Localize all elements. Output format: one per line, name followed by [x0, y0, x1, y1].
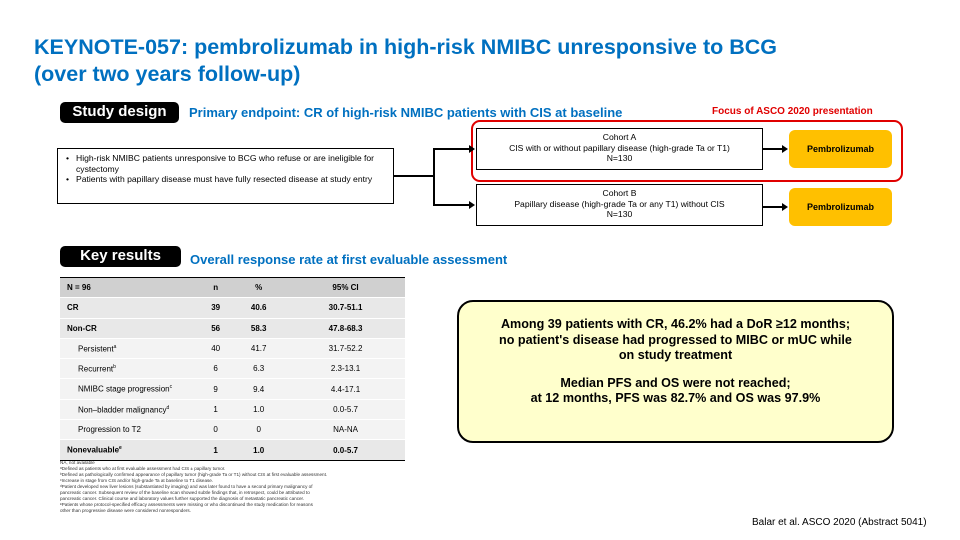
- footnote: pancreatic cancer. Clinical course and laboratory values further supported the diagnosis of metastatic pancreatic cancer.: [60, 496, 305, 501]
- cohort-b-box: [476, 184, 763, 226]
- footnote: ᵈPatient developed new liver lesions (substantiated by imaging) and was later found to have a second primary malignancy of: [60, 484, 313, 489]
- table-cell: NMIBC stage progression$^c$: [60, 379, 200, 399]
- key-results-label: Key results: [60, 246, 181, 267]
- table-row: [60, 379, 405, 399]
- table-cell: 56: [200, 318, 231, 338]
- table-header-cell: n: [200, 278, 231, 298]
- arrow-icon: [469, 145, 475, 153]
- table-row: [60, 359, 405, 379]
- callout-line: on study treatment: [618, 348, 733, 362]
- citation: Balar et al. ASCO 2020 (Abstract 5041): [752, 517, 927, 528]
- table-cell: 0.0-5.7: [286, 440, 405, 460]
- table-cell: NA-NA: [286, 420, 405, 440]
- focus-label: Focus of ASCO 2020 presentation: [712, 106, 873, 117]
- callout-line: no patient's disease had progressed to MIBC or mUC while: [499, 332, 852, 347]
- table-cell: Nonevaluable$^e$: [60, 440, 200, 460]
- slide-title-line2: (over two years follow-up): [34, 62, 301, 86]
- table-cell: Recurrent$^b$: [60, 359, 200, 379]
- table-cell: 0: [231, 420, 286, 440]
- cohort-a-n: N=130: [606, 153, 633, 163]
- cohort-a-box: [476, 128, 763, 170]
- results-table: [60, 277, 405, 461]
- table-row: [60, 298, 405, 318]
- table-cell: 47.8-68.3: [286, 318, 405, 338]
- table-footnotes: [60, 460, 410, 514]
- primary-endpoint-text: Primary endpoint: CR of high-risk NMIBC patients with CIS at baseline: [189, 105, 623, 120]
- table-row: [60, 420, 405, 440]
- table-cell: 1: [200, 399, 231, 419]
- connector-line: [433, 148, 469, 150]
- table-cell: 39: [200, 298, 231, 318]
- arrow-icon: [469, 201, 475, 209]
- table-header-cell: %: [231, 278, 286, 298]
- cohort-b-n: N=130: [606, 209, 633, 219]
- population-box: [57, 148, 394, 204]
- footnote: ᵉPatients whose protocol-specified efficacy assessments were missing or who discontinued the study medication for reasons: [60, 502, 313, 507]
- table-header-cell: N = 96: [60, 278, 200, 298]
- table-cell: 2.3-13.1: [286, 359, 405, 379]
- cohort-b-description: Papillary disease (high-grade Ta or any T1) without CIS: [514, 198, 725, 209]
- population-criterion: • High-risk NMIBC patients unresponsive to BCG who refuse or are ineligible for cystectomy: [66, 153, 387, 174]
- connector-line: [433, 204, 469, 206]
- table-cell: 9: [200, 379, 231, 399]
- connector-line: [763, 148, 783, 150]
- table-header-row: [60, 278, 405, 298]
- footnote: other than progressive disease were considered nonresponders.: [60, 508, 192, 513]
- cohort-a-name: Cohort A: [602, 132, 637, 142]
- table-cell: 1: [200, 440, 231, 460]
- connector-line: [433, 148, 435, 204]
- connector-line: [394, 175, 434, 177]
- table-row: [60, 338, 405, 358]
- arrow-icon: [782, 145, 788, 153]
- table-cell: 41.7: [231, 338, 286, 358]
- slide-title: [34, 34, 914, 88]
- footnote: pancreatic cancer. Subsequent review of the baseline scan showed subtle findings that, in retrospect, could be attributed to: [60, 490, 310, 495]
- table-cell: Non–bladder malignancy$^d$: [60, 399, 200, 419]
- table-cell: 6.3: [231, 359, 286, 379]
- footnote: ᵇDefined as pathologically confirmed appearance of papillary tumor (high-grade Ta or T1) without CIS at first evaluable assessment.: [60, 472, 328, 477]
- table-cell: 1.0: [231, 399, 286, 419]
- table-header-cell: 95% CI: [286, 278, 405, 298]
- footnote: ᵃDefined as patients who at first evaluable assessment had CIS ± papillary tumor.: [60, 466, 226, 471]
- table-cell: 6: [200, 359, 231, 379]
- arrow-icon: [782, 203, 788, 211]
- table-row: [60, 440, 405, 460]
- cohort-b-treatment: Pembrolizumab: [789, 188, 892, 226]
- cohort-a-description: CIS with or without papillary disease (high-grade Ta or T1): [509, 142, 730, 153]
- footnote: ᶜIncrease in stage from CIS and/or high-grade Ta at baseline to T1 disease.: [60, 478, 214, 483]
- table-cell: 4.4-17.1: [286, 379, 405, 399]
- footnote: NA, not available: [60, 460, 95, 465]
- study-design-label: Study design: [60, 102, 179, 123]
- table-cell: Non-CR: [60, 318, 200, 338]
- table-cell: 9.4: [231, 379, 286, 399]
- table-cell: Persistent$^a$: [60, 338, 200, 358]
- table-cell: 1.0: [231, 440, 286, 460]
- table-cell: 0: [200, 420, 231, 440]
- key-results-subtitle: Overall response rate at first evaluable assessment: [190, 252, 508, 267]
- table-cell: 30.7-51.1: [286, 298, 405, 318]
- callout-line: Median PFS and OS were not reached;: [560, 375, 791, 390]
- table-cell: 31.7-52.2: [286, 338, 405, 358]
- cohort-b-name: Cohort B: [602, 188, 637, 198]
- population-criterion: • Patients with papillary disease must have fully resected disease at study entry: [66, 174, 387, 185]
- findings-callout: [457, 300, 894, 443]
- table-row: [60, 318, 405, 338]
- table-row: [60, 399, 405, 419]
- callout-line: Among 39 patients with CR, 46.2% had a DoR ≥12 months;: [500, 317, 851, 331]
- table-cell: 58.3: [231, 318, 286, 338]
- table-cell: 0.0-5.7: [286, 399, 405, 419]
- cohort-a-treatment: Pembrolizumab: [789, 130, 892, 168]
- connector-line: [763, 206, 783, 208]
- callout-line: at 12 months, PFS was 82.7% and OS was 97.9%: [530, 391, 821, 405]
- table-cell: 40: [200, 338, 231, 358]
- table-cell: Progression to T2: [60, 420, 200, 440]
- table-cell: CR: [60, 298, 200, 318]
- slide-title-line1: KEYNOTE-057: pembrolizumab in high-risk NMIBC unresponsive to BCG: [34, 35, 778, 59]
- table-cell: 40.6: [231, 298, 286, 318]
